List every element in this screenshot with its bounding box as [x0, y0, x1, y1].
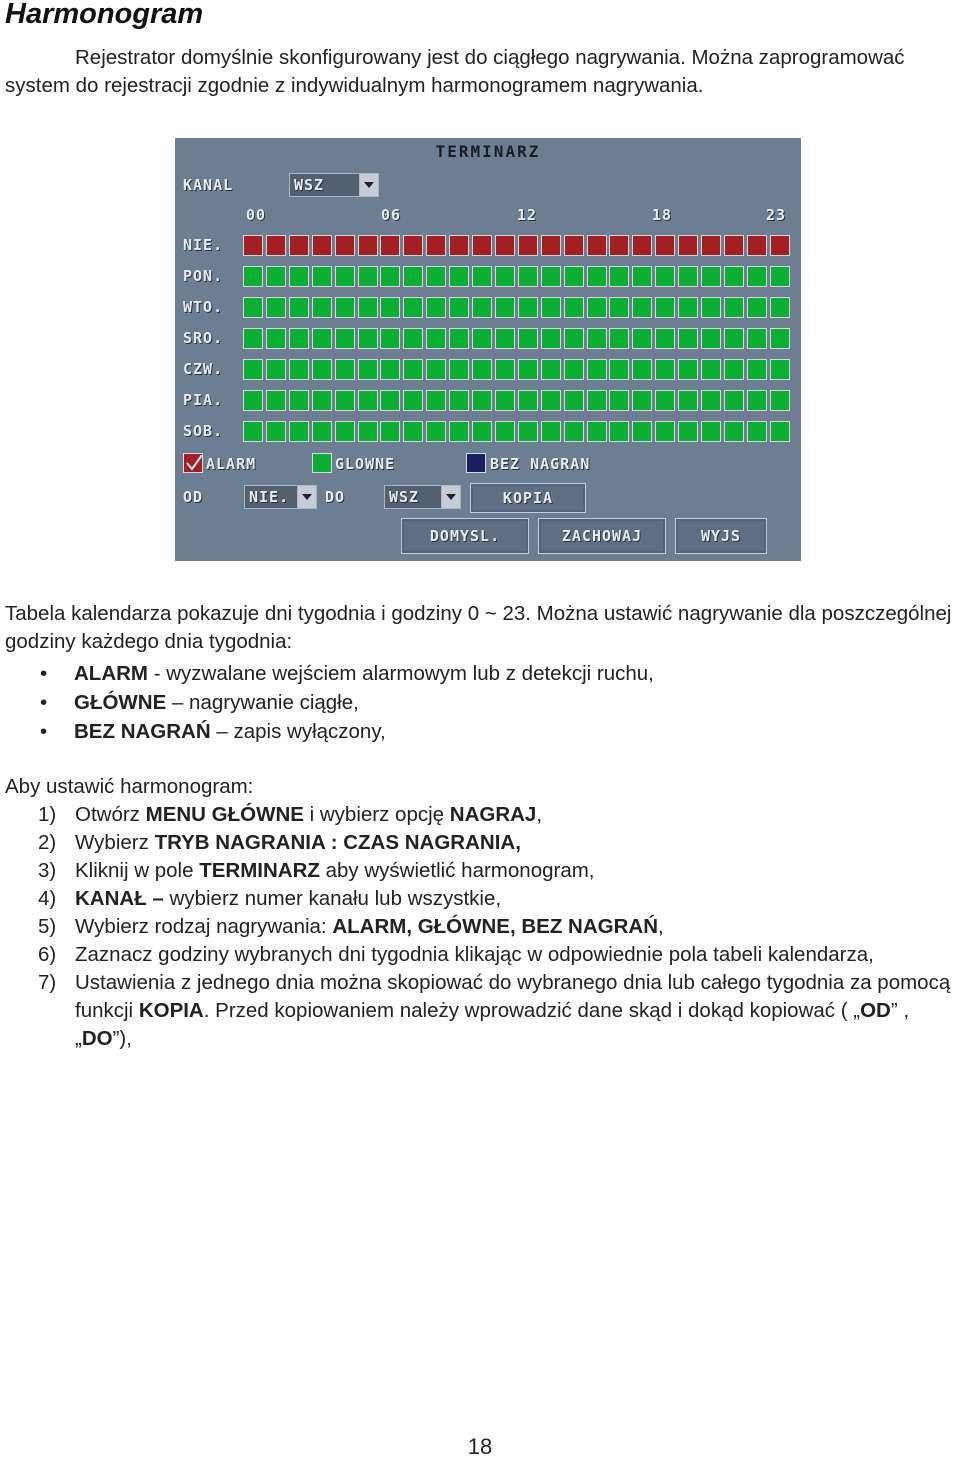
schedule-cell[interactable]	[449, 297, 469, 318]
mode-name: BEZ NAGRAŃ	[74, 720, 211, 743]
step-text: Zaznacz godziny wybranych dni tygodnia klikając w odpowiednie pola tabeli kalendarza,	[75, 943, 874, 966]
schedule-cell[interactable]	[587, 297, 607, 318]
step-text: Ustawienia z jednego dnia można skopiować do wybranego dnia lub całego tygodnia za pomocą funkcji	[75, 971, 951, 1022]
schedule-cell[interactable]	[564, 421, 584, 442]
schedule-cell[interactable]	[472, 235, 492, 256]
schedule-cell[interactable]	[495, 266, 515, 287]
schedule-cell[interactable]	[495, 421, 515, 442]
step-number: 6)	[38, 943, 57, 966]
steps-list	[38, 801, 958, 1053]
mode-name: GŁÓWNE	[74, 691, 167, 714]
schedule-cell[interactable]	[403, 266, 423, 287]
legend-alarm-label: ALARM	[206, 455, 257, 473]
schedule-cell[interactable]	[609, 390, 629, 411]
schedule-cell[interactable]	[312, 328, 332, 349]
list-item	[40, 659, 654, 688]
step-keyword: KANAŁ –	[75, 887, 164, 910]
exit-button[interactable]: WYJS	[675, 518, 767, 554]
step-keyword: OD	[860, 999, 891, 1022]
schedule-cell[interactable]	[426, 297, 446, 318]
schedule-cell[interactable]	[541, 235, 561, 256]
step-text: Otwórz	[75, 803, 146, 826]
default-button[interactable]: DOMYSL.	[401, 518, 529, 554]
step-number: 7)	[38, 971, 57, 994]
schedule-cell[interactable]	[770, 421, 790, 442]
schedule-cell[interactable]	[747, 328, 767, 349]
step-text: . Przed kopiowaniem należy wprowadzić dane skąd i dokąd kopiować ( „	[203, 999, 861, 1022]
schedule-cell[interactable]	[426, 390, 446, 411]
schedule-cell[interactable]	[655, 421, 675, 442]
step-keyword: NAGRAJ	[449, 803, 537, 826]
schedule-cell[interactable]	[335, 328, 355, 349]
schedule-cell[interactable]	[426, 266, 446, 287]
step-number: 5)	[38, 915, 57, 938]
step-number: 3)	[38, 859, 57, 882]
schedule-cell[interactable]	[655, 328, 675, 349]
schedule-cell[interactable]	[770, 359, 790, 380]
schedule-cell[interactable]	[518, 328, 538, 349]
schedule-cell[interactable]	[701, 266, 721, 287]
step-item	[38, 969, 958, 1053]
step-item	[38, 829, 958, 857]
schedule-cell[interactable]	[266, 297, 286, 318]
schedule-cell[interactable]	[335, 359, 355, 380]
schedule-cell[interactable]	[609, 235, 629, 256]
schedule-cell[interactable]	[632, 328, 652, 349]
schedule-cell[interactable]	[632, 235, 652, 256]
schedule-cell[interactable]	[426, 328, 446, 349]
schedule-cell[interactable]	[632, 421, 652, 442]
step-number: 2)	[38, 831, 57, 854]
schedule-cell[interactable]	[724, 390, 744, 411]
step-keyword: MENU GŁÓWNE	[145, 803, 304, 826]
dvr-schedule-screenshot	[175, 138, 801, 561]
schedule-cell[interactable]	[380, 297, 400, 318]
day-label: NIE.	[183, 236, 224, 254]
table-description: Tabela kalendarza pokazuje dni tygodnia i godziny 0 ~ 23. Można ustawić nagrywanie dla poszczególnej godziny każdego dnia tygodnia:	[5, 602, 952, 653]
step-item	[38, 941, 958, 969]
schedule-cell[interactable]	[541, 328, 561, 349]
schedule-cell[interactable]	[609, 297, 629, 318]
schedule-cell[interactable]	[358, 421, 378, 442]
schedule-cell[interactable]	[358, 359, 378, 380]
schedule-cell[interactable]	[289, 235, 309, 256]
chevron-down-icon[interactable]	[441, 486, 460, 508]
schedule-cell[interactable]	[312, 421, 332, 442]
schedule-cell[interactable]	[243, 297, 263, 318]
step-item	[38, 913, 958, 941]
schedule-cell[interactable]	[335, 266, 355, 287]
schedule-cell[interactable]	[587, 359, 607, 380]
schedule-cell[interactable]	[426, 421, 446, 442]
page-heading: Harmonogram	[5, 0, 204, 30]
schedule-cell[interactable]	[564, 359, 584, 380]
step-number: 1)	[38, 803, 57, 826]
schedule-cell[interactable]	[655, 390, 675, 411]
channel-label: KANAL	[183, 176, 234, 194]
schedule-cell[interactable]	[678, 235, 698, 256]
schedule-cell[interactable]	[266, 359, 286, 380]
checkmark-icon	[185, 455, 203, 473]
schedule-grid[interactable]	[243, 235, 793, 442]
schedule-cell[interactable]	[655, 266, 675, 287]
mode-name: ALARM	[74, 662, 149, 685]
dvr-screen-title: TERMINARZ	[435, 142, 541, 161]
schedule-cell[interactable]	[358, 297, 378, 318]
schedule-cell[interactable]	[724, 266, 744, 287]
schedule-cell[interactable]	[747, 297, 767, 318]
mode-description: - wyzwalane wejściem alarmowym lub z detekcji ruchu,	[148, 662, 654, 685]
schedule-cell[interactable]	[472, 359, 492, 380]
schedule-cell[interactable]	[243, 266, 263, 287]
schedule-cell[interactable]	[495, 235, 515, 256]
schedule-cell[interactable]	[747, 359, 767, 380]
list-item	[40, 717, 654, 746]
step-keyword: TRYB NAGRANIA : CZAS NAGRANIA,	[154, 831, 521, 854]
schedule-cell[interactable]	[449, 235, 469, 256]
legend-none-label: BEZ NAGRAN	[490, 455, 591, 473]
legend-main-swatch[interactable]	[312, 453, 332, 473]
schedule-cell[interactable]	[678, 421, 698, 442]
hour-label: 06	[381, 206, 402, 224]
schedule-cell[interactable]	[724, 421, 744, 442]
schedule-cell[interactable]	[426, 235, 446, 256]
copy-from-value: NIE.	[249, 488, 290, 506]
schedule-cell[interactable]	[266, 235, 286, 256]
step-item	[38, 857, 958, 885]
schedule-cell[interactable]	[312, 297, 332, 318]
schedule-cell[interactable]	[518, 421, 538, 442]
mode-description: – nagrywanie ciągłe,	[166, 691, 359, 714]
schedule-cell[interactable]	[358, 266, 378, 287]
hour-label: 00	[246, 206, 267, 224]
schedule-cell[interactable]	[380, 235, 400, 256]
schedule-cell[interactable]	[724, 297, 744, 318]
copy-from-label: OD	[183, 488, 204, 506]
schedule-cell[interactable]	[380, 390, 400, 411]
schedule-cell[interactable]	[266, 390, 286, 411]
schedule-cell[interactable]	[380, 328, 400, 349]
hour-label: 18	[652, 206, 673, 224]
schedule-cell[interactable]	[609, 266, 629, 287]
schedule-cell[interactable]	[266, 266, 286, 287]
schedule-cell[interactable]	[701, 297, 721, 318]
step-keyword: TERMINARZ	[199, 859, 320, 882]
schedule-cell[interactable]	[701, 390, 721, 411]
step-keyword: KOPIA	[138, 999, 204, 1022]
schedule-cell[interactable]	[724, 235, 744, 256]
intro-paragraph: Rejestrator domyślnie skonfigurowany jest do ciągłego nagrywania. Można zaprogramować system do rejestracji zgodnie z indywidualnym harmonogramem nagrywania.	[5, 46, 905, 97]
schedule-cell[interactable]	[701, 421, 721, 442]
hour-label: 23	[766, 206, 787, 224]
schedule-cell[interactable]	[358, 235, 378, 256]
chevron-down-icon[interactable]	[297, 486, 316, 508]
step-text: ”),	[112, 1027, 132, 1050]
schedule-cell[interactable]	[289, 328, 309, 349]
schedule-cell[interactable]	[564, 235, 584, 256]
schedule-cell[interactable]	[518, 390, 538, 411]
schedule-cell[interactable]	[449, 266, 469, 287]
step-text: Wybierz	[75, 831, 155, 854]
copy-to-label: DO	[325, 488, 346, 506]
schedule-cell[interactable]	[472, 390, 492, 411]
schedule-cell[interactable]	[312, 266, 332, 287]
schedule-cell[interactable]	[770, 297, 790, 318]
hour-label: 12	[517, 206, 538, 224]
schedule-cell[interactable]	[243, 421, 263, 442]
record-mode-list	[40, 659, 654, 746]
channel-value: WSZ	[294, 176, 325, 194]
day-label: PON.	[183, 267, 224, 285]
schedule-cell[interactable]	[678, 328, 698, 349]
schedule-cell[interactable]	[426, 359, 446, 380]
schedule-cell[interactable]	[609, 421, 629, 442]
schedule-cell[interactable]	[449, 328, 469, 349]
schedule-cell[interactable]	[403, 328, 423, 349]
step-text: ” , „	[75, 999, 910, 1050]
schedule-cell[interactable]	[541, 266, 561, 287]
schedule-cell[interactable]	[655, 359, 675, 380]
step-text: Kliknij w pole	[75, 859, 200, 882]
schedule-cell[interactable]	[609, 359, 629, 380]
day-label: SRO.	[183, 329, 224, 347]
schedule-cell[interactable]	[335, 390, 355, 411]
legend-main-label: GLOWNE	[335, 455, 396, 473]
mode-description: – zapis wyłączony,	[210, 720, 386, 743]
schedule-cell[interactable]	[564, 266, 584, 287]
schedule-cell[interactable]	[243, 235, 263, 256]
step-text: wybierz numer kanału lub wszystkie,	[163, 887, 502, 910]
schedule-cell[interactable]	[472, 328, 492, 349]
schedule-cell[interactable]	[541, 359, 561, 380]
schedule-cell[interactable]	[655, 235, 675, 256]
schedule-cell[interactable]	[335, 297, 355, 318]
schedule-cell[interactable]	[243, 328, 263, 349]
schedule-cell[interactable]	[518, 359, 538, 380]
schedule-cell[interactable]	[243, 390, 263, 411]
schedule-cell[interactable]	[403, 297, 423, 318]
schedule-cell[interactable]	[518, 297, 538, 318]
schedule-cell[interactable]	[655, 297, 675, 318]
schedule-cell[interactable]	[495, 359, 515, 380]
step-text: ,	[536, 803, 543, 826]
schedule-cell[interactable]	[770, 266, 790, 287]
schedule-cell[interactable]	[632, 297, 652, 318]
copy-to-value: WSZ	[389, 488, 420, 506]
schedule-cell[interactable]	[587, 328, 607, 349]
schedule-cell[interactable]	[495, 297, 515, 318]
schedule-cell[interactable]	[472, 297, 492, 318]
schedule-cell[interactable]	[358, 328, 378, 349]
schedule-cell[interactable]	[495, 390, 515, 411]
schedule-cell[interactable]	[770, 235, 790, 256]
schedule-cell[interactable]	[678, 390, 698, 411]
step-text: aby wyświetlić harmonogram,	[319, 859, 595, 882]
schedule-cell[interactable]	[312, 359, 332, 380]
schedule-cell[interactable]	[243, 359, 263, 380]
schedule-cell[interactable]	[701, 235, 721, 256]
schedule-cell[interactable]	[747, 421, 767, 442]
page-number: 18	[467, 1434, 493, 1459]
step-text: i wybierz opcję	[303, 803, 450, 826]
schedule-cell[interactable]	[632, 390, 652, 411]
schedule-cell[interactable]	[564, 390, 584, 411]
day-label: PIA.	[183, 391, 224, 409]
schedule-cell[interactable]	[564, 328, 584, 349]
copy-button[interactable]: KOPIA	[470, 483, 586, 513]
schedule-cell[interactable]	[289, 421, 309, 442]
copy-from-dropdown[interactable]	[244, 485, 317, 509]
schedule-cell[interactable]	[541, 421, 561, 442]
schedule-cell[interactable]	[289, 359, 309, 380]
schedule-cell[interactable]	[289, 297, 309, 318]
step-item	[38, 801, 958, 829]
day-label: SOB.	[183, 422, 224, 440]
schedule-cell[interactable]	[403, 359, 423, 380]
schedule-cell[interactable]	[312, 390, 332, 411]
schedule-cell[interactable]	[587, 421, 607, 442]
schedule-cell[interactable]	[380, 359, 400, 380]
schedule-cell[interactable]	[678, 297, 698, 318]
chevron-down-icon[interactable]	[359, 174, 378, 196]
schedule-cell[interactable]	[564, 297, 584, 318]
save-button[interactable]: ZACHOWAJ	[538, 518, 666, 554]
schedule-cell[interactable]	[495, 328, 515, 349]
step-keyword: DO	[81, 1027, 113, 1050]
schedule-cell[interactable]	[747, 266, 767, 287]
list-item	[40, 688, 654, 717]
schedule-cell[interactable]	[266, 421, 286, 442]
schedule-cell[interactable]	[449, 390, 469, 411]
schedule-cell[interactable]	[335, 235, 355, 256]
schedule-cell[interactable]	[472, 266, 492, 287]
step-item	[38, 885, 958, 913]
day-label: CZW.	[183, 360, 224, 378]
schedule-cell[interactable]	[289, 390, 309, 411]
schedule-cell[interactable]	[449, 421, 469, 442]
schedule-cell[interactable]	[770, 328, 790, 349]
channel-dropdown[interactable]	[289, 173, 379, 197]
schedule-cell[interactable]	[724, 359, 744, 380]
schedule-cell[interactable]	[678, 359, 698, 380]
schedule-cell[interactable]	[403, 235, 423, 256]
schedule-cell[interactable]	[747, 235, 767, 256]
schedule-cell[interactable]	[289, 266, 309, 287]
schedule-cell[interactable]	[541, 390, 561, 411]
step-number: 4)	[38, 887, 57, 910]
schedule-cell[interactable]	[403, 421, 423, 442]
legend-none-swatch[interactable]	[466, 453, 486, 473]
schedule-cell[interactable]	[587, 235, 607, 256]
schedule-cell[interactable]	[518, 235, 538, 256]
schedule-cell[interactable]	[335, 421, 355, 442]
howto-heading: Aby ustawić harmonogram:	[5, 775, 254, 798]
schedule-cell[interactable]	[312, 235, 332, 256]
schedule-cell[interactable]	[770, 390, 790, 411]
schedule-cell[interactable]	[701, 328, 721, 349]
schedule-cell[interactable]	[632, 359, 652, 380]
schedule-cell[interactable]	[678, 266, 698, 287]
day-label: WTO.	[183, 298, 224, 316]
step-text: Wybierz rodzaj nagrywania:	[75, 915, 333, 938]
schedule-cell[interactable]	[724, 328, 744, 349]
schedule-cell[interactable]	[587, 266, 607, 287]
schedule-cell[interactable]	[541, 297, 561, 318]
copy-to-dropdown[interactable]	[384, 485, 461, 509]
schedule-cell[interactable]	[609, 328, 629, 349]
schedule-cell[interactable]	[632, 266, 652, 287]
schedule-cell[interactable]	[380, 266, 400, 287]
step-keyword: ALARM, GŁÓWNE, BEZ NAGRAŃ	[332, 915, 659, 938]
schedule-cell[interactable]	[449, 359, 469, 380]
schedule-cell[interactable]	[380, 421, 400, 442]
schedule-cell[interactable]	[747, 390, 767, 411]
schedule-cell[interactable]	[587, 390, 607, 411]
schedule-cell[interactable]	[472, 421, 492, 442]
schedule-cell[interactable]	[403, 390, 423, 411]
schedule-cell[interactable]	[701, 359, 721, 380]
step-text: ,	[658, 915, 664, 938]
schedule-cell[interactable]	[518, 266, 538, 287]
schedule-cell[interactable]	[358, 390, 378, 411]
schedule-cell[interactable]	[266, 328, 286, 349]
